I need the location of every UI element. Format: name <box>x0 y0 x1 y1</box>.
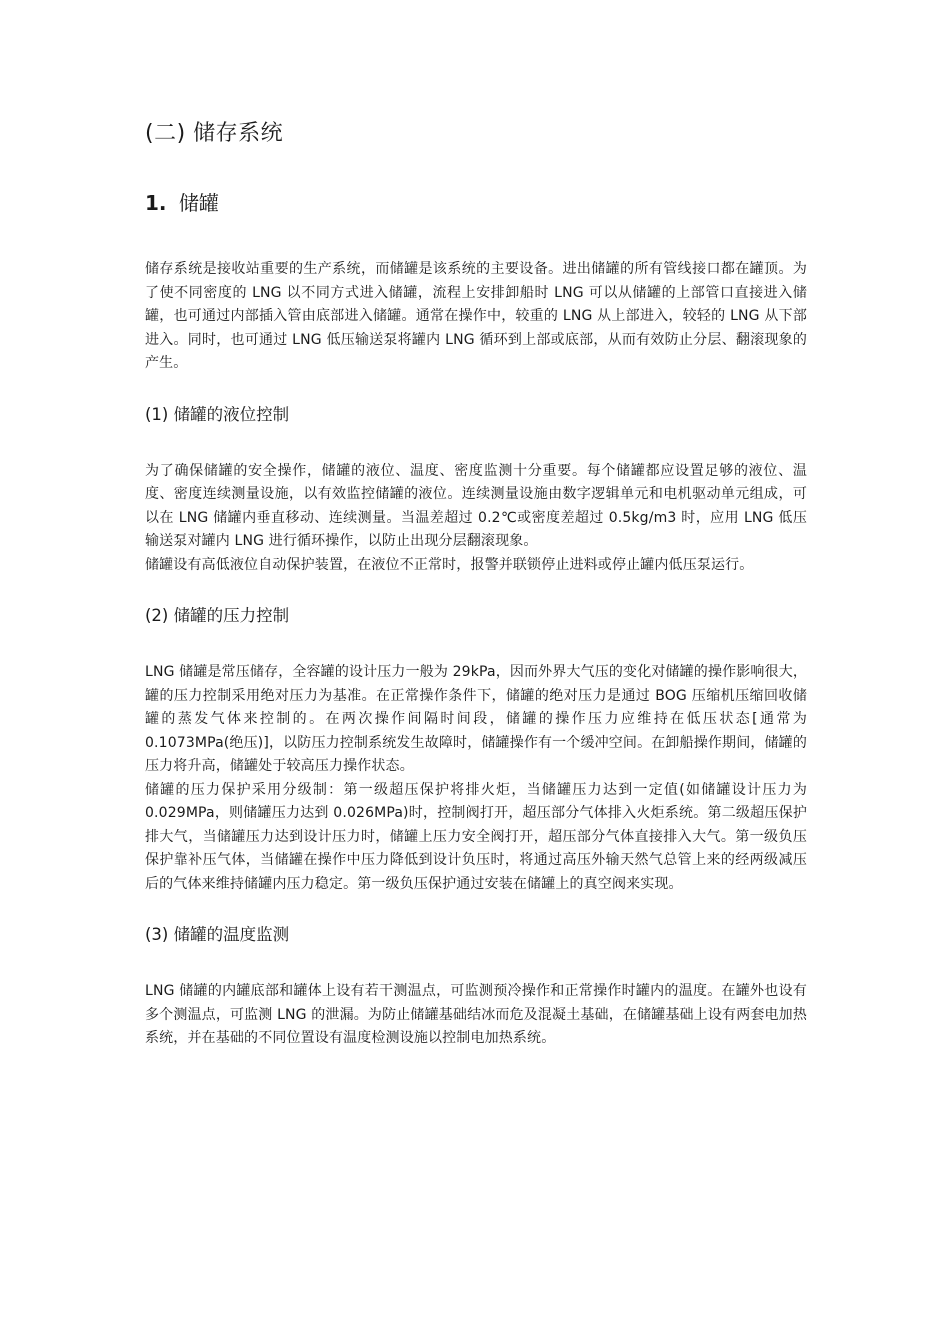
temperature-monitoring-block <box>145 980 807 1051</box>
heading-pressure-control: (2) 储罐的压力控制 <box>145 606 290 625</box>
pressure-control-paragraph-2: 储罐的压力保护采用分级制：第一级超压保护将排火炬，当储罐压力达到一定值(如储罐设计压力为 0.029MPa，则储罐压力达到 0.026MPa)时，控制阀打开，超压部分气体排入火炬系统。第二级超压保护排大气，当储罐压力达到设计压力时，储罐上压力安全阀打开，超压部分气体直接排入大气。第一级负压保护靠补压气体，当储罐在操作中压力降低到设计负压时，将通过高压外输天然气总管上来的经两级减压后的气体来维持储罐内压力稳定。第一级负压保护通过安装在储罐上的真空阀来实现。 <box>145 781 807 892</box>
document-body <box>145 118 807 1073</box>
intro-paragraph: 储存系统是接收站重要的生产系统，而储罐是该系统的主要设备。进出储罐的所有管线接口都在罐顶。为了使不同密度的 LNG 以不同方式进入储罐，流程上安排卸船时 LNG 可以从储罐的上部管口直接进入储罐，也可通过内部插入管由底部进入储罐。通常在操作中，较重的 LNG 从上部进入，较轻的 LNG 从下部进入。同时，也可通过 LNG 低压输送泵将罐内 LNG 循环到上部或底部，从而有效防止分层、翻滚现象的产生。 <box>145 261 807 371</box>
temperature-monitoring-paragraph: LNG 储罐的内罐底部和罐体上设有若干测温点，可监测预冷操作和正常操作时罐内的温度。在罐外也设有多个测温点，可监测 LNG 的泄漏。为防止储罐基础结冰而危及混凝土基础，在储罐基础上设有两套电加热系统，并在基础的不同位置设有温度检测设施以控制电加热系统。 <box>145 983 807 1046</box>
subsection-heading <box>145 188 807 218</box>
subsection-title: 储罐 <box>178 191 219 215</box>
subsection-number: 1. <box>145 191 167 215</box>
section-title: (二) 储存系统 <box>145 121 284 146</box>
heading-level-control: (1) 储罐的液位控制 <box>145 404 290 424</box>
level-control-paragraph-2: 储罐设有高低液位自动保护装置，在液位不正常时，报警并联锁停止进料或停止罐内低压泵运行。 <box>145 556 754 573</box>
pressure-control-block <box>145 661 807 896</box>
level-control-block <box>145 460 807 578</box>
level-control-paragraph-1: 为了确保储罐的安全操作，储罐的液位、温度、密度监测十分重要。每个储罐都应设置足够的液位、温度、密度连续测量设施，以有效监控储罐的液位。连续测量设施由数字逻辑单元和电机驱动单元组成，可以在 LNG 储罐内垂直移动、连续测量。当温差超过 0.2℃或密度差超过 0.5kg/m3 时，应用 LNG 低压输送泵对罐内 LNG 进行循环操作，以防止出现分层翻滚现象。 <box>145 462 807 549</box>
pressure-control-paragraph-1: LNG 储罐是常压储存，全容罐的设计压力一般为 29kPa，因而外界大气压的变化对储罐的操作影响很大，罐的压力控制采用绝对压力为基准。在正常操作条件下，储罐的绝对压力是通过 BOG 压缩机压缩回收储罐的蒸发气体来控制的。在两次操作间隔时间段，储罐的操作压力应维持在低压状态[通常为 0.1073MPa(绝压)]，以防压力控制系统发生故障时，储罐操作有一个缓冲空间。在卸船操作期间，储罐的压力将升高，储罐处于较高压力操作状态。 <box>145 664 807 774</box>
intro-block <box>145 258 807 376</box>
heading-temperature-monitoring: (3) 储罐的温度监测 <box>145 925 290 944</box>
